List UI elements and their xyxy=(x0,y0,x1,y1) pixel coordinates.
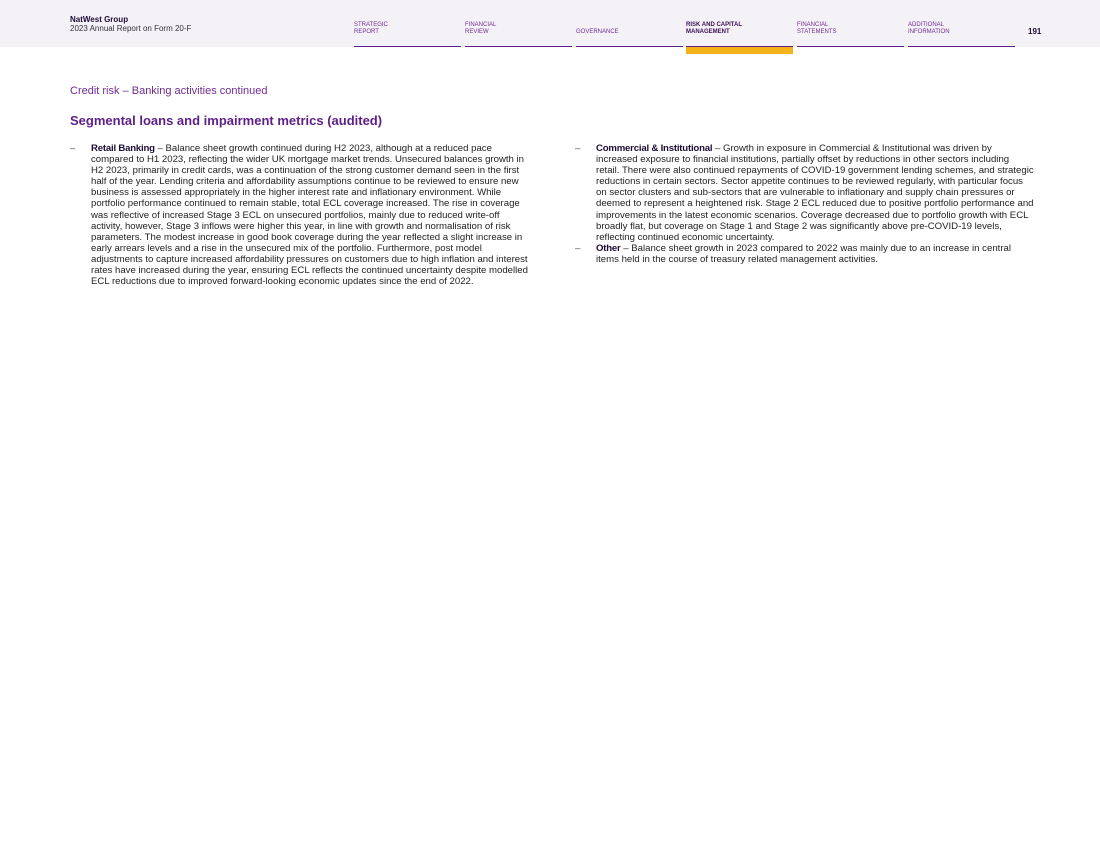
nav-tab-risk-and-capital-management[interactable] xyxy=(686,20,793,47)
nav-tab-label: ADDITIONAL INFORMATION xyxy=(908,22,950,35)
bullet-text: – Growth in exposure in Commercial & Institutional was driven by increased exposure to financial institutions, partially offset by reductions in other sectors including retail. There were also continued repayments of COVID-19 government lending schemes, and strategic reductions in certain sectors. Sector appetite continues to be reviewed regularly, with particular focus on sector clusters and sub-sectors that are vulnerable to inflationary and supply chain pressures or deemed to represent a heightened risk. Stage 2 ECL reduced due to positive portfolio performance and improvements in the latest economic scenarios. Coverage decreased due to portfolio growth with ECL broadly flat, but coverage on Stage 1 and Stage 2 was significantly above pre-COVID-19 levels, reflecting continued economic uncertainty. xyxy=(596,143,1034,243)
right-column xyxy=(575,143,1035,265)
nav-tab-strategic-report[interactable] xyxy=(354,20,461,47)
bullet-retail-banking xyxy=(70,143,530,287)
bullet-commercial-institutional xyxy=(575,143,1035,243)
nav-tab-financial-statements[interactable] xyxy=(797,20,904,47)
nav-tab-label: RISK AND CAPITAL MANAGEMENT xyxy=(686,22,742,35)
page-header xyxy=(0,0,1100,47)
nav-tab-financial-review[interactable] xyxy=(465,20,572,47)
left-column xyxy=(70,143,530,287)
bullet-dash: – xyxy=(575,143,581,154)
nav-tab-additional-information[interactable] xyxy=(908,20,1015,47)
nav-tab-label: FINANCIAL REVIEW xyxy=(465,22,497,35)
bullet-dash: – xyxy=(575,242,581,254)
report-title: 2023 Annual Report on Form 20-F xyxy=(70,24,192,33)
section-title: Segmental loans and impairment metrics (audited) xyxy=(70,113,383,128)
bullet-other xyxy=(575,243,1035,265)
bullet-text: – Balance sheet growth in 2023 compared to 2022 was mainly due to an increase in central items held in the course of treasury related management activities. xyxy=(596,242,1011,265)
nav-tab-label: FINANCIAL STATEMENTS xyxy=(797,22,837,35)
breadcrumb: Credit risk – Banking activities continued xyxy=(70,85,268,97)
bullet-term: Retail Banking xyxy=(91,143,155,154)
bullet-dash: – xyxy=(70,143,76,154)
brand-block xyxy=(70,15,191,34)
bullet-text: – Balance sheet growth continued during H2 2023, although at a reduced pace compared to H1 2023, reflecting the wider UK mortgage market trends. Unsecured balances growth in H2 2023, primarily in credit cards, was a continuation of the strong customer demand seen in the first half of the year. Lending criteria and affordability assumptions continue to be reviewed to ensure new business is assessed appropriately in the higher interest rate and inflationary environment. While portfolio performance continued to remain stable, total ECL coverage increased. The rise in coverage was reflective of increased Stage 3 ECL on unsecured portfolios, mainly due to reduced write-off activity, however, Stage 3 inflows were higher this year, in line with growth and normalisation of risk parameters. The modest increase in good book coverage during the year reflected a slight increase in early arrears levels and a rise in the unsecured mix of the portfolio. Furthermore, post model adjustments to capture increased affordability pressures on customers due to high inflation and interest rates have increased during the year, ensuring ECL reflects the continued uncertainty despite modelled ECL reductions due to improved forward-looking economic updates since the end of 2022. xyxy=(91,143,528,288)
nav-tab-governance[interactable] xyxy=(576,20,683,47)
bullet-term: Other xyxy=(596,242,621,254)
company-name: NatWest Group xyxy=(70,15,129,24)
nav-tab-label: GOVERNANCE xyxy=(576,28,619,35)
page-number: 191 xyxy=(1028,27,1042,36)
nav-tab-label: STRATEGIC REPORT xyxy=(354,22,388,35)
bullet-term: Commercial & Institutional xyxy=(596,143,713,154)
